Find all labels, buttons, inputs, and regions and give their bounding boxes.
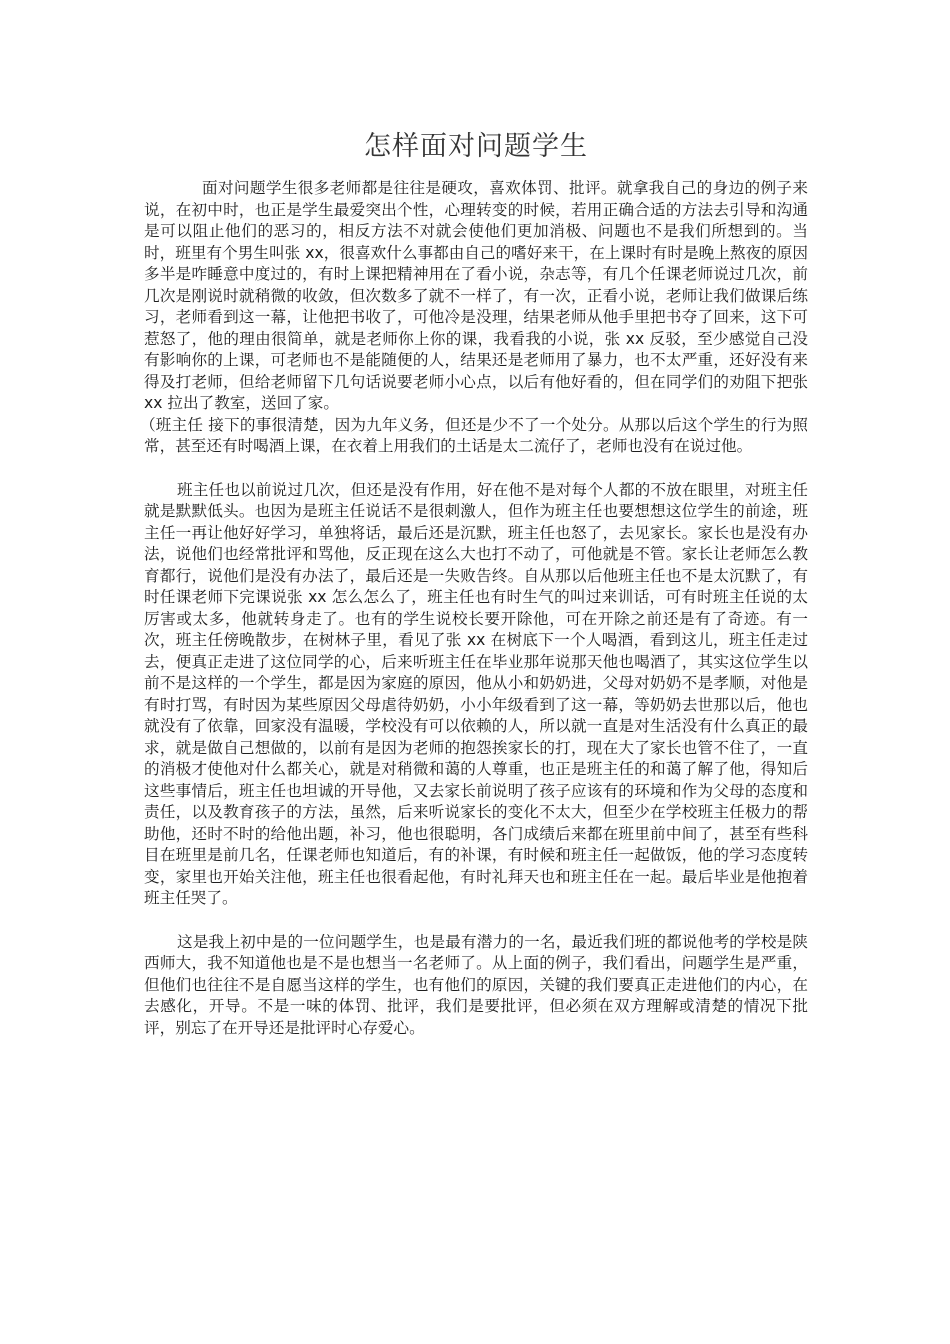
paragraph-3: 班主任也以前说过几次，但还是没有作用，好在他不是对每个人都的不放在眼里，对班主任就是默默低头。也因为是班主任说话不是很刺激人，但作为班主任也要想想这位学生的前途，班主任一再让他好好学习，单独将话，最后还是沉默，班主任也怒了，去见家长。家长也是没有办法，说他们也经常批评和骂他，反正现在这么大也打不动了，可他就是不管。家长让老师怎么教育都行，说他们是没有办法了，最后还是一失败告终。自从那以后他班主任也不是太沉默了，有时任课老师下完课说张 xx 怎么怎么了，班主任也有时生气的叫过来训话，可有时班主任说的太厉害或太多，他就转身走了。也有的学生说校长要开除他，可在开除之前还是有了奇迹。有一次，班主任傍晚散步，在树林子里，看见了张 xx 在树底下一个人喝酒，看到这儿，班主任走过去，便真正走进了这位同学的心，后来听班主任在毕业那年说那天他也喝酒了，其实这位学生以前不是这样的一个学生，都是因为家庭的原因，他从小和奶奶进，父母对奶奶不是孝顺，对他是有时打骂，有时因为某些原因父母虐待奶奶，小小年级看到了这一幕，等奶奶去世那以后，他也就没有了依靠，回家没有温暖，学校没有可以依赖的人，所以就一直是对生活没有什么真正的最求，就是做自己想做的，以前有是因为老师的抱怨挨家长的打，现在大了家长也管不住了，一直的消极才使他对什么都关心，就是对稍微和蔼的人尊重，也正是班主任的和蔼了解了他，得知后这些事情后，班主任也坦诚的开导他，又去家长前说明了孩子应该有的环境和作为父母的态度和责任，以及教育孩子的方法，虽然，后来听说家长的变化不太大，但至少在学校班主任极力的帮助他，还时不时的给他出题，补习，他也很聪明，各门成绩后来都在班里前中间了，甚至有些科目在班里是前几名，任课老师也知道后，有的补课，有时候和班主任一起做饭，他的学习态度转变，家里也开始关注他，班主任也很看起他，有时礼拜天也和班主任在一起。最后毕业是他抱着班主任哭了。 [144,480,808,907]
paragraph-4: 这是我上初中是的一位问题学生，也是最有潜力的一名，最近我们班的都说他考的学校是陕西师大，我不知道他也是不是也想当一名老师了。从上面的例子，我们看出，问题学生是严重，但他们也往往不是自愿当这样的学生，也有他们的原因，关键的我们要真正走进他们的内心，在去感化，开导。不是一味的体罚、批评，我们是要批评，但必须在双方理解或清楚的情况下批评，别忘了在开导还是批评时心存爱心。 [144,932,808,1037]
paragraph-1: 面对问题学生很多老师都是往往是硬攻，喜欢体罚、批评。就拿我自己的身边的例子来说，在初中时，也正是学生最爱突出个性，心理转变的时候，若用正确合适的方法去引导和沟通是可以阻止他们的恶习的，相反方法不对就会使他们更加消极、问题也不是我们所想到的。当时，班里有个男生叫张 xx，很喜欢什么事都由自己的嗜好来干，在上课时有时是晚上熬夜的原因多半是咋睡意中度过的，有时上课把精神用在了看小说，杂志等，有几个任课老师说过几次，前几次是刚说时就稍微的收敛，但次数多了就不一样了，有一次，正看小说，老师让我们做课后练习，老师看到这一幕，让他把书收了，可他冷是没理，结果老师从他手里把书夺了回来，这下可惹怒了，他的理由很简单，就是老师你上你的课，我看我的小说，张 xx 反驳，至少感觉自己没有影响你的上课，可老师也不是能随便的人，结果还是老师用了暴力，也不太严重，还好没有来得及打老师，但给老师留下几句话说要老师小心点，以后有他好看的，但在同学们的劝阻下把张 xx 拉出了教室，送回了家。 [144,179,808,412]
document-page [140,0,808,1039]
document-title: 怎样面对问题学生 [364,131,588,162]
paragraph-2: （班主任 接下的事很清楚，因为九年义务，但还是少不了一个处分。从那以后这个学生的行为照常，甚至还有时喝酒上课，在衣着上用我们的土话是太二流仔了，老师也没有在说过他。 [140,415,808,455]
